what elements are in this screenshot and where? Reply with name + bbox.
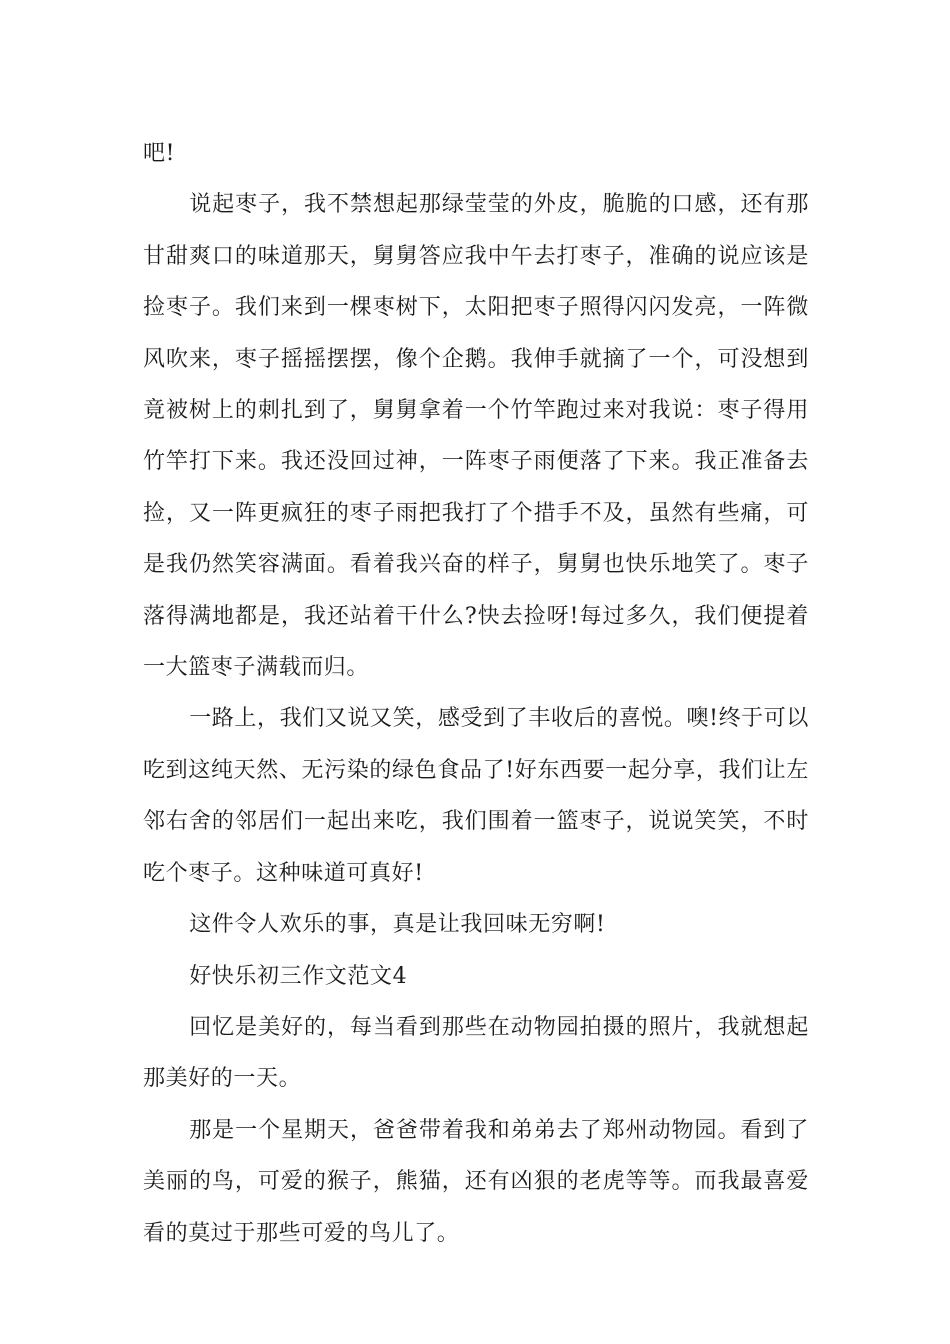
paragraph-conclusion: 这件令人欢乐的事，真是让我回味无穷啊! <box>189 912 606 938</box>
essay-heading: 好快乐初三作文范文4 <box>189 963 408 989</box>
paragraph-continuation: 吧! <box>143 141 176 166</box>
document-body <box>143 128 809 1259</box>
paragraph-dates-picking: 说起枣子，我不禁想起那绿莹莹的外皮，脆脆的口感，还有那甘甜爽口的味道那天，舅舅答应我中午去打枣子，准确的说应该是捡枣子。我们来到一棵枣树下，太阳把枣子照得闪闪发亮，一阵微风吹来，枣子摇摇摆摆，像个企鹅。我伸手就摘了一个，可没想到竟被树上的刺扎到了，舅舅拿着一个竹竿跑过来对我说：枣子得用竹竿打下来。我还没回过神，一阵枣子雨便落了下来。我正准备去捡，又一阵更疯狂的枣子雨把我打了个措手不及，虽然有些痛，可是我仍然笑容满面。看着我兴奋的样子，舅舅也快乐地笑了。枣子落得满地都是，我还站着干什么?快去捡呀!每过多久，我们便提着一大篮枣子满载而归。 <box>143 192 809 681</box>
paragraph-sharing: 一路上，我们又说又笑，感受到了丰收后的喜悦。噢!终于可以吃到这纯天然、无污染的绿色食品了!好东西要一起分享，我们让左邻右舍的邻居们一起出来吃，我们围着一篮枣子，说说笑笑，不时吃个枣子。这种味道可真好! <box>143 706 809 886</box>
paragraph-zoo: 那是一个星期天，爸爸带着我和弟弟去了郑州动物园。看到了美丽的鸟，可爱的猴子，熊猫，还有凶狠的老虎等等。而我最喜爱看的莫过于那些可爱的鸟儿了。 <box>143 1117 809 1246</box>
paragraph-memory: 回忆是美好的，每当看到那些在动物园拍摄的照片，我就想起那美好的一天。 <box>143 1014 809 1092</box>
